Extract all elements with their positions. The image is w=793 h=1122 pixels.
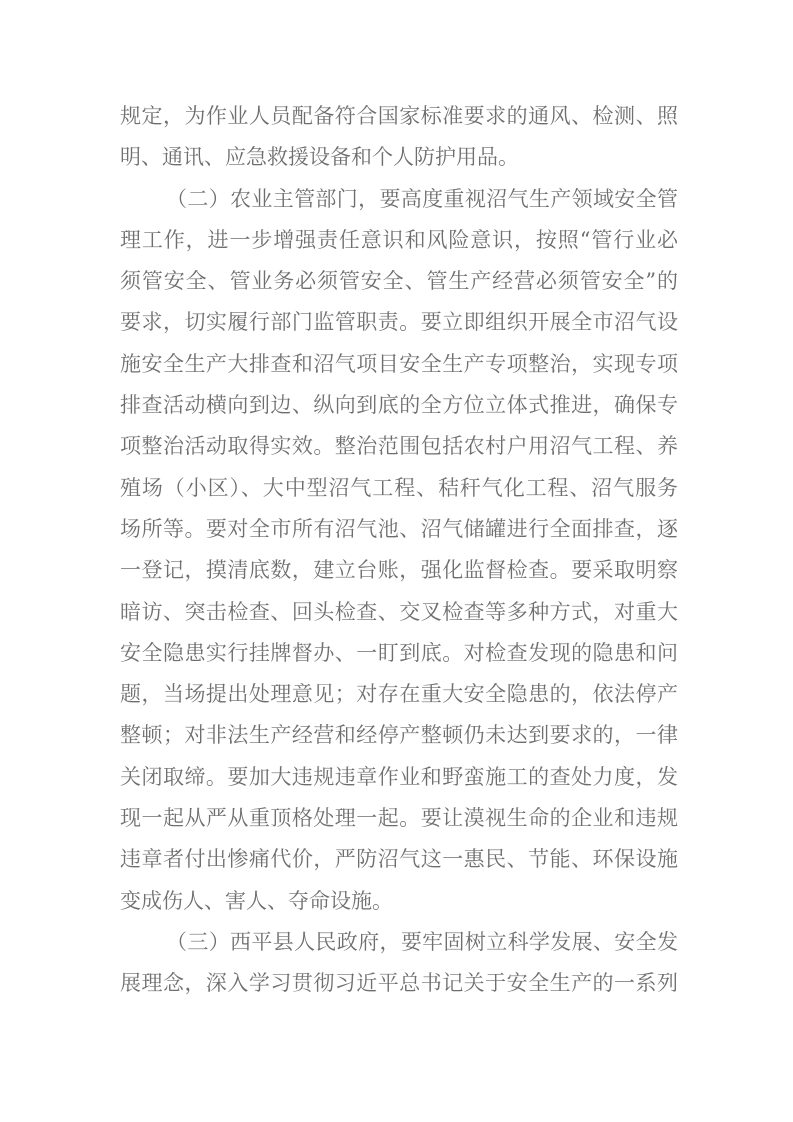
- text-line: 变成伤人、害人、夺命设施。: [120, 888, 393, 913]
- text-line: 现一起从严从重顶格处理一起。要让漠视生命的企业和违规: [120, 806, 678, 831]
- text-line: 场所等。要对全市所有沼气池、沼气储罐进行全面排查，逐: [120, 516, 678, 541]
- text-line: （二）农业主管部门，要高度重视沼气生产领域安全管: [166, 186, 678, 211]
- text-line: 殖场（小区）、大中型沼气工程、秸秆气化工程、沼气服务: [120, 475, 678, 500]
- text-line: 排查活动横向到边、纵向到底的全方位立体式推进，确保专: [120, 393, 678, 418]
- text-line: 题，当场提出处理意见；对存在重大安全隐患的，依法停产: [120, 682, 678, 707]
- text-line: 安全隐患实行挂牌督办、一盯到底。对检查发现的隐患和问: [120, 640, 678, 665]
- text-line: 展理念，深入学习贯彻习近平总书记关于安全生产的一系列: [120, 971, 678, 996]
- text-line: 项整治活动取得实效。整治范围包括农村户用沼气工程、养: [120, 434, 678, 459]
- text-line: （三）西平县人民政府，要牢固树立科学发展、安全发: [166, 929, 678, 954]
- text-line: 明、通讯、应急救援设备和个人防护用品。: [120, 145, 519, 170]
- text-line: 施安全生产大排查和沼气项目安全生产专项整治，实现专项: [120, 351, 678, 376]
- text-line: 理工作，进一步增强责任意识和风险意识，按照“管行业必: [120, 227, 678, 252]
- text-line: 规定，为作业人员配备符合国家标准要求的通风、检测、照: [120, 104, 678, 128]
- text-line: 须管安全、管业务必须管安全、管生产经营必须管安全”的: [120, 269, 678, 294]
- text-line: 暗访、突击检查、回头检查、交叉检查等多种方式，对重大: [120, 599, 678, 624]
- text-line: 整顿；对非法生产经营和经停产整顿仍未达到要求的，一律: [120, 723, 678, 748]
- document-body: [120, 96, 678, 1005]
- text-line: 关闭取缔。要加大违规违章作业和野蛮施工的查处力度，发: [120, 764, 678, 789]
- text-line: 要求，切实履行部门监管职责。要立即组织开展全市沼气设: [120, 310, 678, 335]
- text-line: 一登记，摸清底数，建立台账，强化监督检查。要采取明察: [120, 558, 678, 583]
- text-line: 违章者付出惨痛代价，严防沼气这一惠民、节能、环保设施: [120, 847, 678, 872]
